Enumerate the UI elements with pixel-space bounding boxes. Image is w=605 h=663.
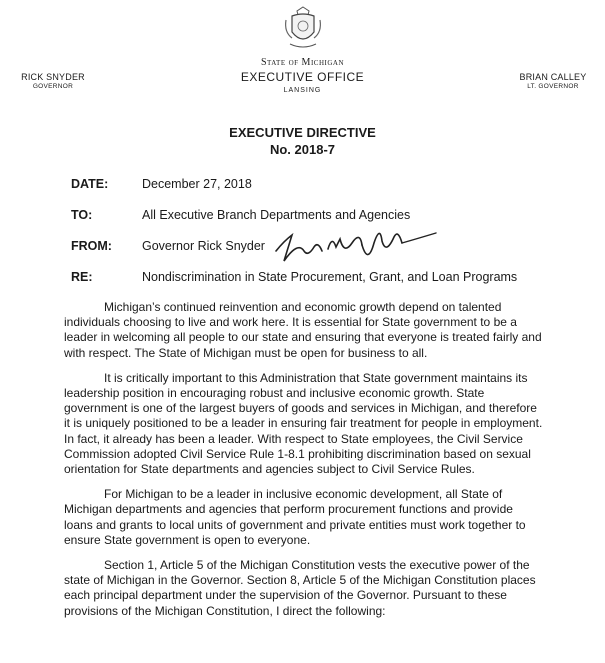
- re-value: Nondiscrimination in State Procurement, Grant, and Loan Programs: [142, 270, 518, 284]
- governor-block: [18, 72, 88, 90]
- letterhead-office: EXECUTIVE OFFICE: [240, 70, 365, 84]
- from-value: Governor Rick Snyder: [142, 239, 265, 253]
- state-seal-icon: [278, 2, 328, 52]
- lt-governor-title: LT. GOVERNOR: [527, 83, 579, 90]
- date-value: December 27, 2018: [142, 177, 252, 191]
- lt-governor-name: BRIAN CALLEY: [519, 72, 587, 82]
- governor-title: GOVERNOR: [32, 83, 74, 90]
- to-value: All Executive Branch Departments and Agencies: [142, 208, 411, 222]
- body-paragraph-3: For Michigan to be a leader in inclusive economic development, all State of Michigan departments and agencies that perform procurement functions and provide loans and grants to local units of government and private entities must work together to ensure State government is open to everyone.: [64, 487, 526, 547]
- body-paragraph-2: It is critically important to this Administration that State government maintains its leadership position in encouraging robust and inclusive economic growth. State government is one of the largest buyers of goods and services in Michigan, and therefore it is uniquely positioned to be a leader in ensuring fair treatment for people in employment. In fact, it already has been a leader. With respect to State employees, the Civil Service Commission adopted Civil Service Rule 1-8.1 prohibiting discrimination based on sexual orientation for State departments and agencies subject to Civil Service Rules.: [64, 370, 543, 477]
- body-paragraph-1: Michigan’s continued reinvention and economic growth depend on talented individuals choosing to live and work here. It is essential for State government to be a leader in welcoming all people to our state and ensuring that everyone is treated fairly and with respect. The State of Michigan must be open for business to all.: [64, 300, 542, 360]
- to-label: TO:: [71, 208, 93, 222]
- body-paragraph-4: Section 1, Article 5 of the Michigan Constitution vests the executive power of the state of Michigan in the Governor. Section 8, Article 5 of the Michigan Constitution places each principal department under the supervision of the Governor. Pursuant to these provisions of the Michigan Constitution, I direct the following:: [64, 558, 536, 618]
- directive-title: EXECUTIVE DIRECTIVE: [229, 125, 376, 140]
- date-label: DATE:: [71, 177, 109, 191]
- lt-governor-block: [513, 72, 593, 90]
- governor-name: RICK SNYDER: [21, 72, 85, 82]
- re-label: RE:: [71, 270, 93, 284]
- handwritten-signature-icon: [270, 221, 440, 269]
- from-label: FROM:: [71, 239, 112, 253]
- directive-body: [64, 300, 544, 628]
- directive-number: No. 2018-7: [269, 142, 336, 157]
- letterhead-city: LANSING: [283, 87, 322, 94]
- letterhead-state: State of Michigan: [261, 57, 344, 68]
- directive-heading: [0, 124, 605, 158]
